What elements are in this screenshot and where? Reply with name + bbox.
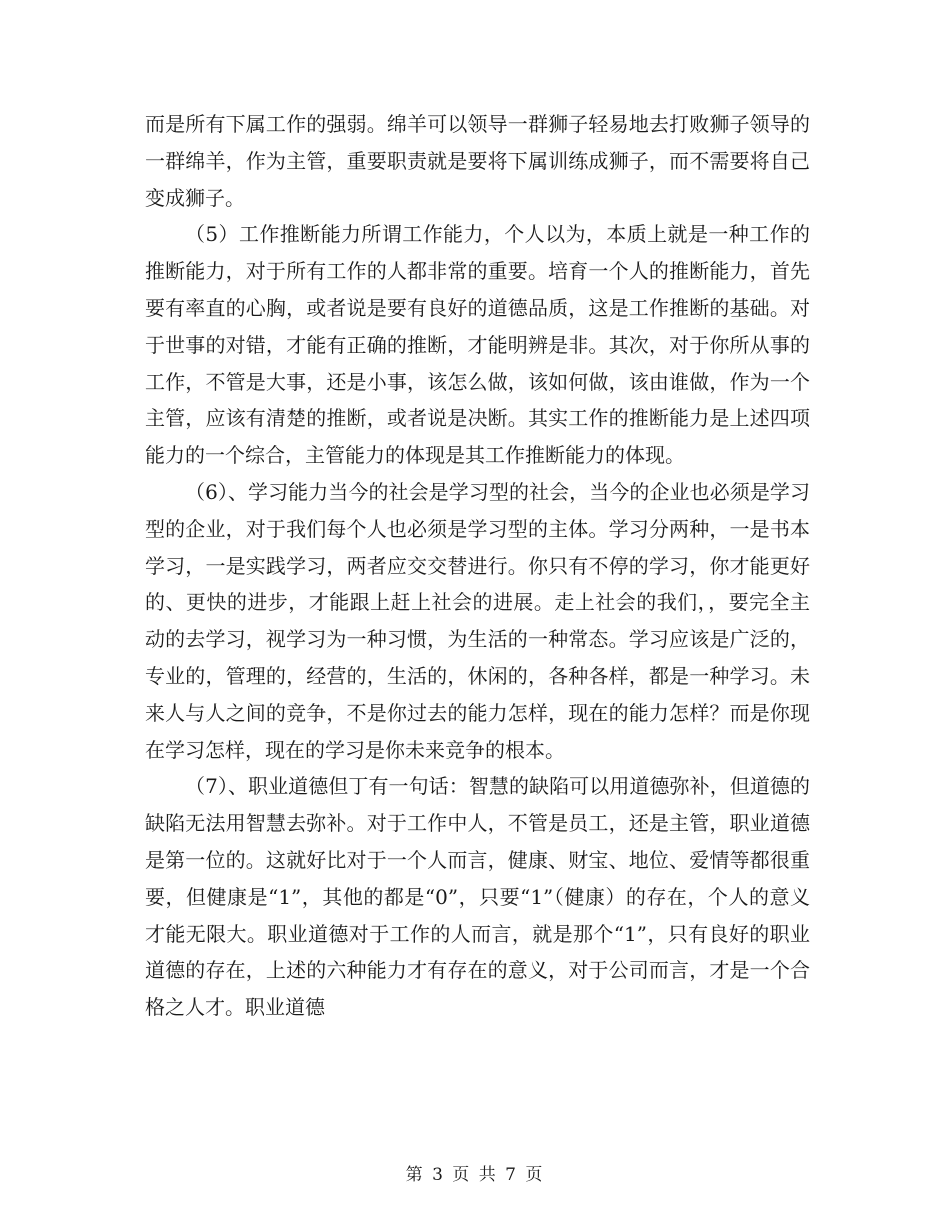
- paragraph-professional-ethics: （7）、职业道德但丁有一句话：智慧的缺陷可以用道德弥补，但道德的缺陷无法用智慧去弥补。对于工作中人，不管是员工，还是主管，职业道德是第一位的。这就好比对于一个人而言，健康、财宝、地位、爱情等都很重要，但健康是“1”，其他的都是“0”，只要“1”（健康）的存在，个人的意义才能无限大。职业道德对于工作的人而言，就是那个“1”，只有良好的职业道德的存在，上述的六种能力才有存在的意义，对于公司而言，才是一个合格之人才。职业道德: [145, 774, 810, 1020]
- paragraph-learning-ability: （6）、学习能力当今的社会是学习型的社会，当今的企业也必须是学习型的企业，对于我们每个人也必须是学习型的主体。学习分两种，一是书本学习，一是实践学习，两者应交交替进行。你只有不停的学习，你才能更好的、更快的进步，才能跟上赶上社会的进展。走上社会的我们，，要完全主动的去学习，视学习为一种习惯，为生活的一种常态。学习应该是广泛的，专业的，管理的，经营的，生活的，休闲的，各种各样，都是一种学习。未来人与人之间的竞争，不是你过去的能力怎样，现在的能力怎样？而是你现在学习怎样，现在的学习是你未来竞争的根本。: [145, 479, 810, 762]
- paragraph-continuation: 而是所有下属工作的强弱。绵羊可以领导一群狮子轻易地去打败狮子领导的一群绵羊，作为主管，重要职责就是要将下属训练成狮子，而不需要将自己变成狮子。: [145, 112, 810, 210]
- paragraph-work-judgment: （5）工作推断能力所谓工作能力，个人以为，本质上就是一种工作的推断能力，对于所有工作的人都非常的重要。培育一个人的推断能力，首先要有率直的心胸，或者说是要有良好的道德品质，这是工作推断的基础。对于世事的对错，才能有正确的推断，才能明辨是非。其次，对于你所从事的工作，不管是大事，还是小事，该怎么做，该如何做，该由谁做，作为一个主管，应该有清楚的推断，或者说是决断。其实工作的推断能力是上述四项能力的一个综合，主管能力的体现是其工作推断能力的体现。: [145, 222, 810, 468]
- document-body: [145, 106, 810, 1026]
- page-number-footer: 第 3 页 共 7 页: [405, 1165, 545, 1185]
